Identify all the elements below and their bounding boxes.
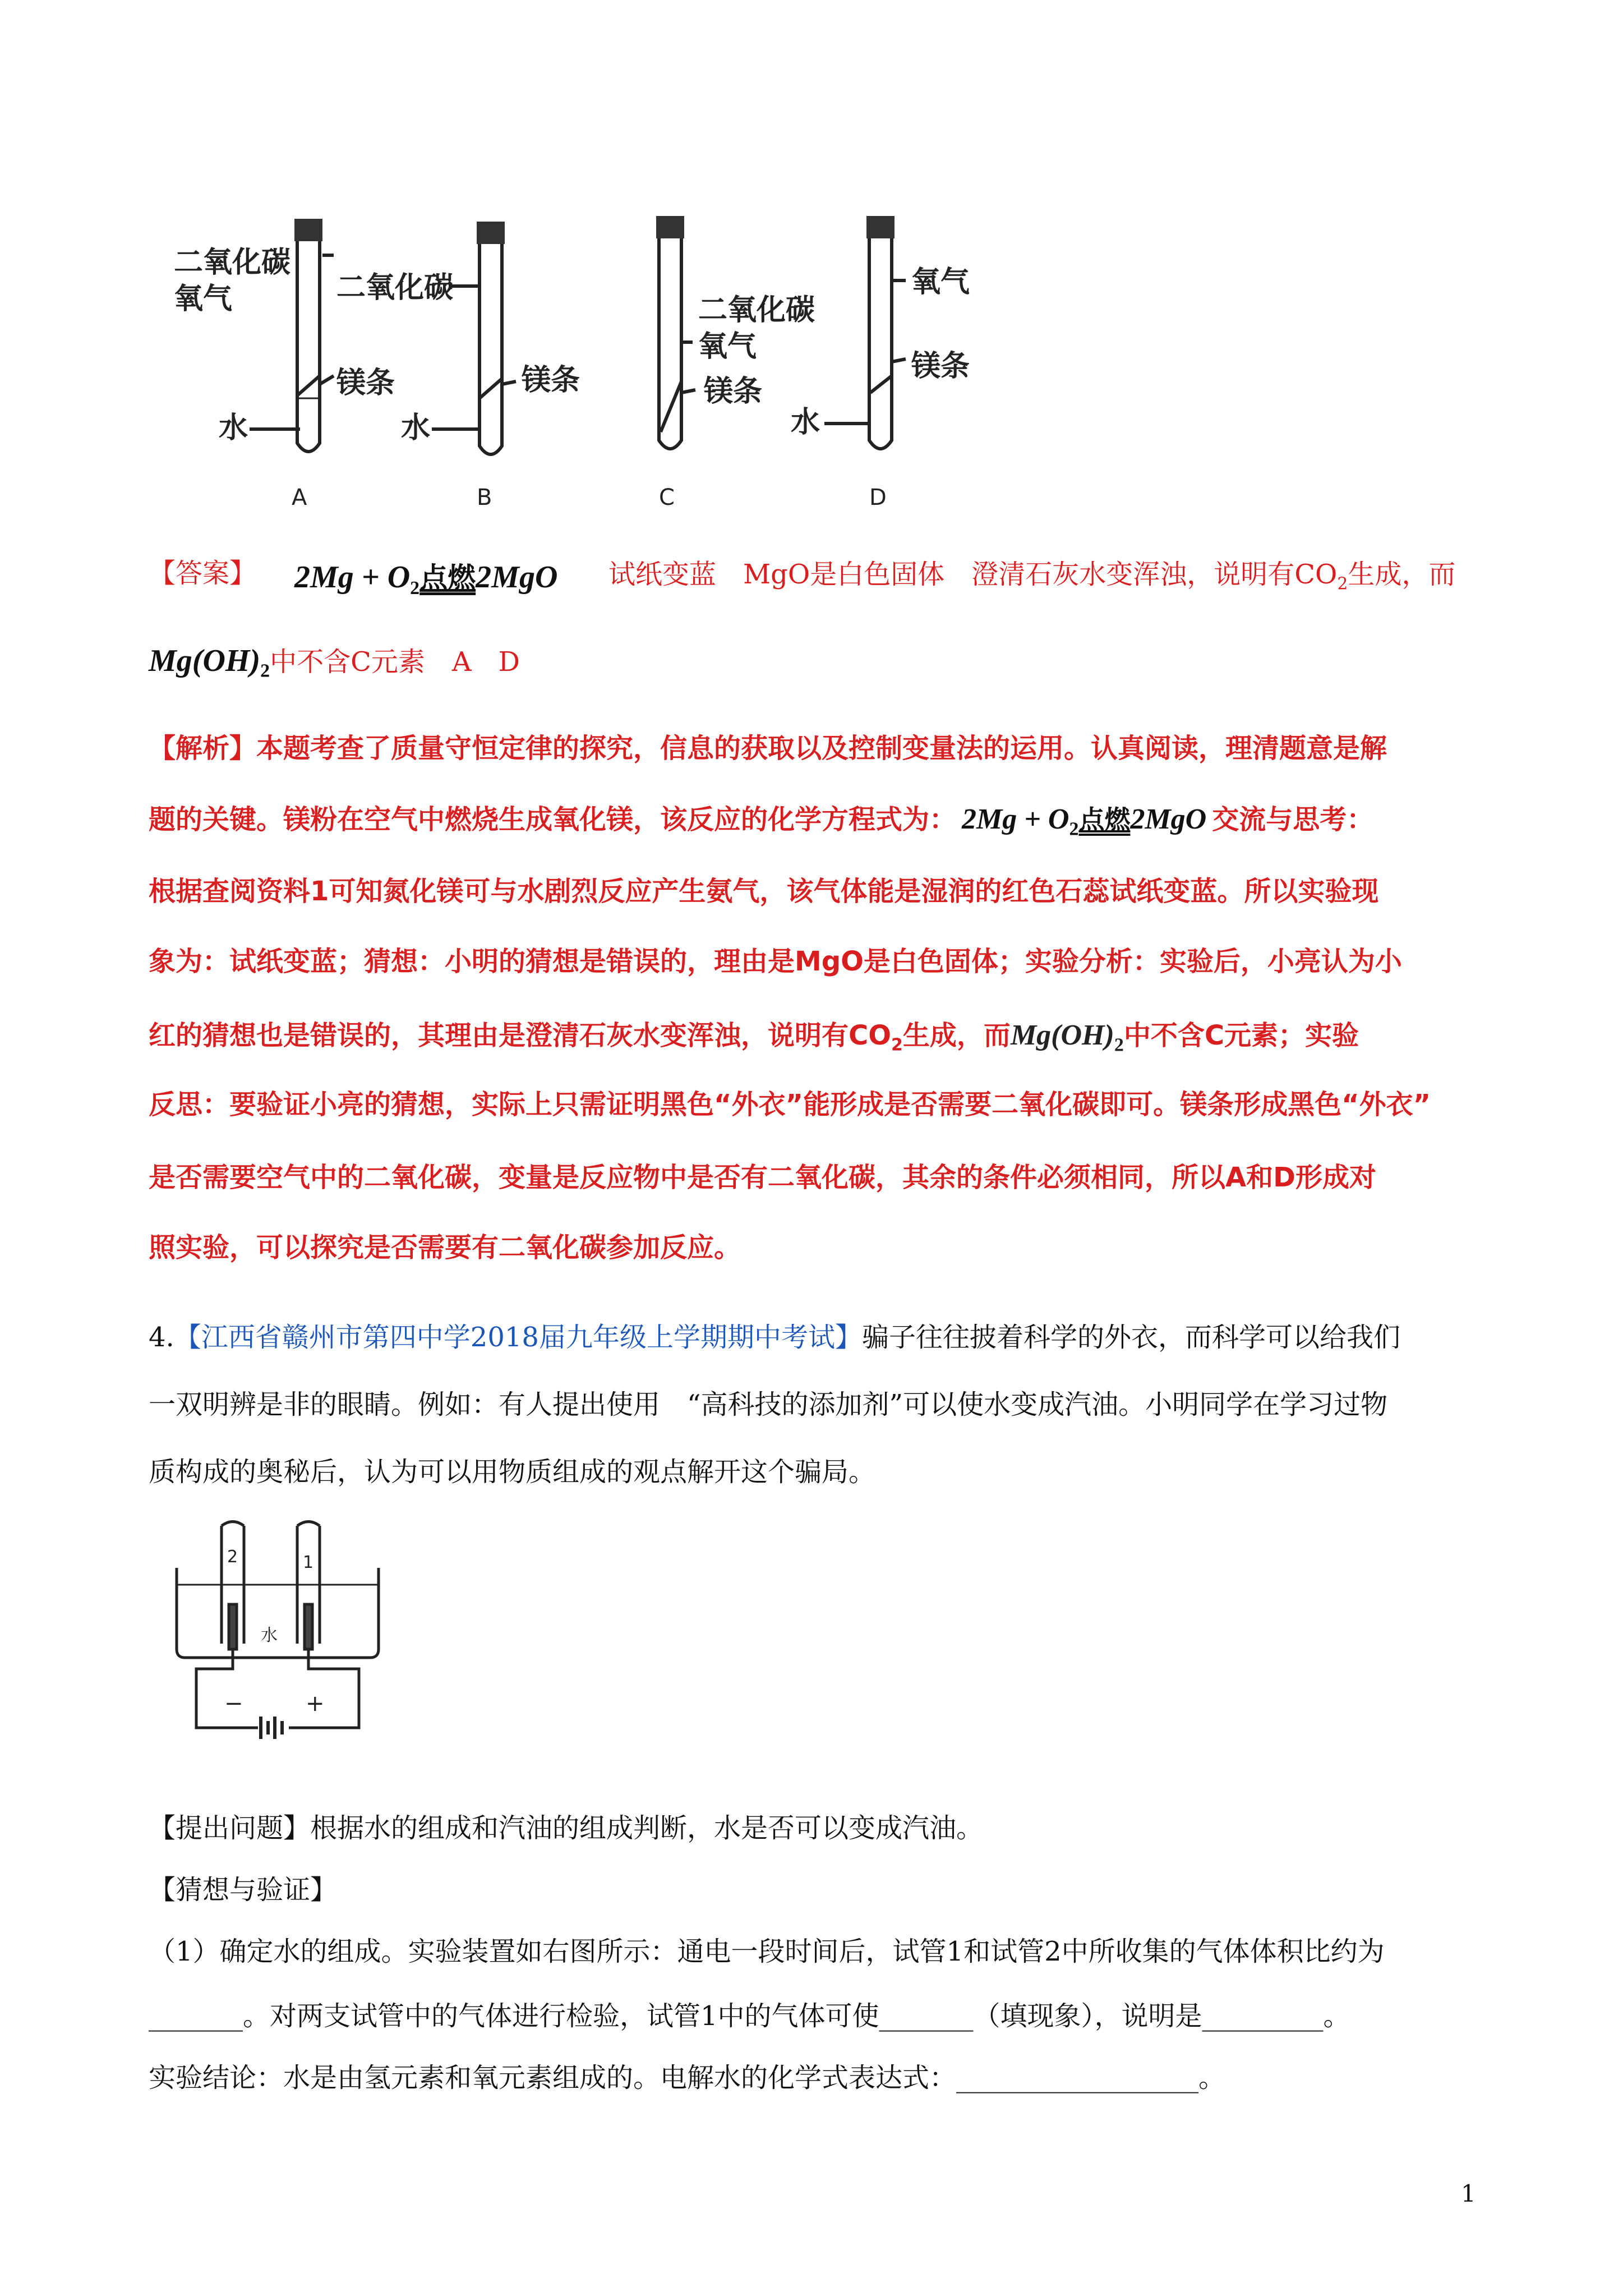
analysis-line-7: 是否需要空气中的二氧化碳，变量是反应物中是否有二氧化碳，其余的条件必须相同，所以A和D形成对 [149,1162,1376,1193]
question-source: 【江西省赣州市第四中学2018届九年级上学期期中考试】 [174,1322,862,1353]
label-mg-b: 镁条 [522,364,580,397]
caption-c: C [659,485,675,510]
tube-2-label: 2 [227,1547,238,1567]
label-water-b: 水 [401,411,431,445]
analysis-line-6: 反思：要验证小亮的猜想，实际上只需证明黑色“外衣”能形成是否需要二氧化碳即可。镁条形成黑色“外衣” [149,1089,1431,1120]
paragraph-2: _______。对两支试管中的气体进行检验，试管1中的气体可使_______（填现象），说明是_________。 [149,2000,1350,2032]
label-o2-d: 氧气 [911,265,970,299]
label-o2-a: 氧气 [174,282,233,316]
caption-b: B [477,485,492,510]
question-raise: 【提出问题】根据水的组成和汽油的组成判断，水是否可以变成汽油。 [149,1812,984,1844]
question-4-line-3: 质构成的奥秘后，认为可以用物质组成的观点解开这个骗局。 [149,1456,876,1488]
guess-verify-heading: 【猜想与验证】 [149,1874,338,1906]
label-water-d: 水 [791,406,820,439]
caption-a: A [292,485,307,510]
label-mg-c: 镁条 [704,375,763,408]
label-co2-c: 二氧化碳 [698,293,815,327]
analysis-line-2: 题的关键。镁粉在空气中燃烧生成氧化镁，该反应的化学方程式为： $2Mg + O_2$点燃2MgO 交流与思考： [149,803,1374,840]
analysis-line-4: 象为：试纸变蓝；猜想：小明的猜想是错误的，理由是MgO是白色固体；实验分析：实验后，小亮认为小 [149,946,1402,977]
paragraph-1: （1）确定水的组成。实验装置如右图所示：通电一段时间后，试管1和试管2中所收集的气体体积比约为 [149,1936,1385,1967]
question-4-line-2: 一双明辨是非的眼睛。例如：有人提出使用 “高科技的添加剂”可以使水变成汽油。小明同学在学习过物 [149,1389,1388,1420]
analysis-line-1: 【解析】本题考查了质量守恒定律的探究，信息的获取以及控制变量法的运用。认真阅读，理清题意是解 [149,733,1387,764]
answer-text-1: 试纸变蓝 MgO是白色固体 澄清石灰水变浑浊，说明有$CO_2$生成，而 [608,559,1456,594]
answer-tag: 【答案】 [149,558,257,589]
label-mg-d: 镁条 [911,349,970,383]
label-co2-a: 二氧化碳 [174,246,291,279]
water-label: 水 [261,1626,278,1645]
analysis-line-5: 红的猜想也是错误的，其理由是澄清石灰水变浑浊，说明有$CO_2$生成，而$Mg(OH)_2$中不含C元素；实验 [149,1019,1359,1056]
label-mg-a: 镁条 [336,366,395,400]
label-water-a: 水 [219,411,248,445]
page-number: 1 [1461,2180,1476,2207]
caption-d: D [869,485,887,510]
answer-equation: $2Mg + O_2$点燃2MgO [294,560,558,599]
test-tube-figure [174,208,1026,522]
analysis-line-8: 照实验，可以探究是否需要有二氧化碳参加反应。 [149,1232,741,1263]
paragraph-3: 实验结论：水是由氢元素和氧元素组成的。电解水的化学式表达式：__________________。 [149,2062,1226,2093]
label-o2-c: 氧气 [698,330,757,364]
analysis-line-3: 根据查阅资料1可知氮化镁可与水剧烈反应产生氨气，该气体能是湿润的红色石蕊试纸变蓝。所以实验现 [149,876,1379,907]
electrolysis-figure [163,1515,398,1761]
answer-text-2: $Mg(OH)_2$中不含C元素 A D [149,643,520,682]
question-number: 4. [149,1322,174,1353]
plus-label: + [306,1691,325,1717]
question-4-line-1: 4.【江西省赣州市第四中学2018届九年级上学期期中考试】骗子往往披着科学的外衣，而科学可以给我们 [149,1322,1400,1353]
label-co2-b: 二氧化碳 [336,271,454,305]
minus-label: − [224,1691,243,1717]
tube-1-label: 1 [303,1553,314,1572]
